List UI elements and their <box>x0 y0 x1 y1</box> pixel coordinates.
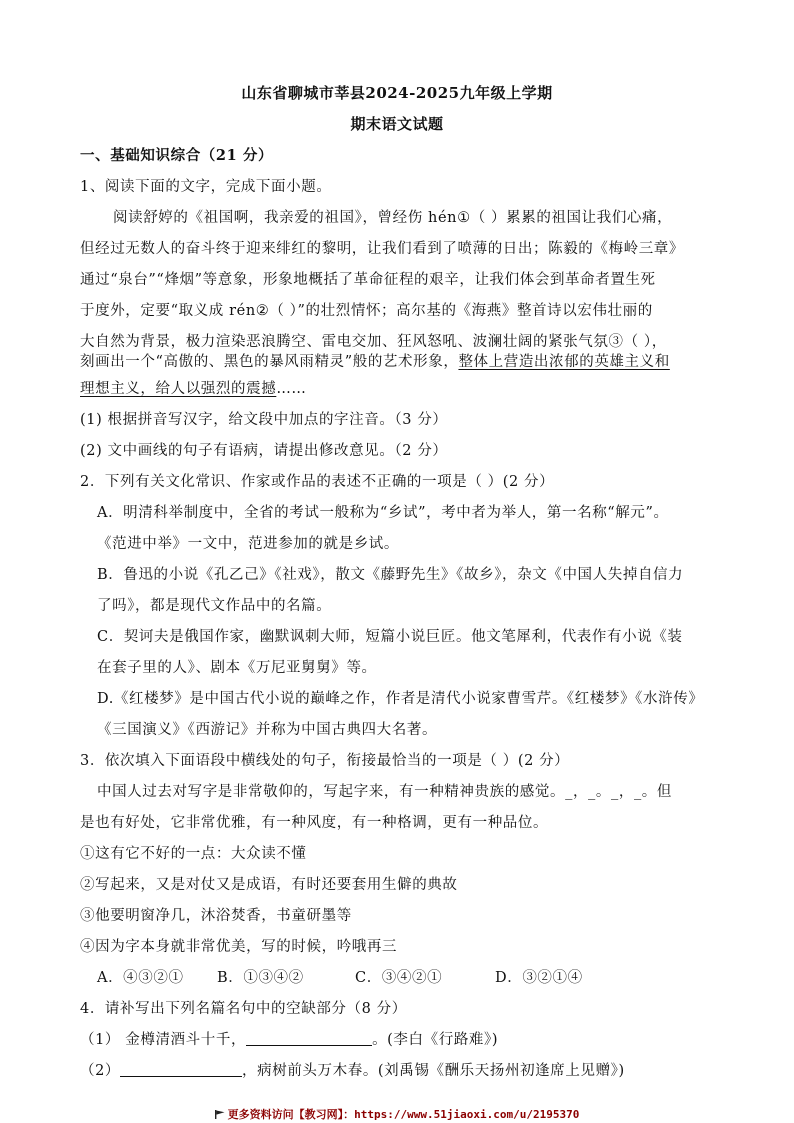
q3-choice-d: D．③②①④ <box>495 970 583 986</box>
q3-stem: 3．依次填入下面语段中横线处的句子，衔接最恰当的一项是（ ）(2 分） <box>80 753 570 769</box>
q3-choice-b: B．①③④② <box>217 970 304 986</box>
q4-item-1 <box>80 1028 498 1049</box>
poem-source: 。(李白《行路难》) <box>372 1032 499 1048</box>
q1-stem: 1、阅读下面的文字，完成下面小题。 <box>80 179 332 195</box>
q1-passage-line: 但经过无数人的奋斗终于迎来绯红的黎明，让我们看到了喷薄的日出；陈毅的《梅岭三章》 <box>80 241 684 257</box>
answer-blank <box>120 1062 242 1077</box>
q1-passage-line: 阅读舒婷的《祖国啊，我亲爱的祖国》，曾经伤 hén①（ ）累累的祖国让我们心痛， <box>113 210 673 226</box>
q1-passage-line <box>80 350 670 371</box>
q2-option-d-cont: 《三国演义》《西游记》并称为中国古典四大名著。 <box>97 722 438 738</box>
underlined-sentence: 理想主义，给人以强烈的震撼 <box>80 381 277 397</box>
poem-line: 金樽清酒斗十千， <box>125 1032 247 1048</box>
section-heading: 一、基础知识综合（21 分） <box>80 147 274 164</box>
passage-text: …… <box>276 381 307 397</box>
q2-option-a-cont: 《范进中举》一文中，范进参加的就是乡试。 <box>97 536 399 552</box>
q2-option-c: C．契诃夫是俄国作家，幽默讽刺大师，短篇小说巨匠。他文笔犀利，代表作有小说《装 <box>97 629 683 645</box>
q2-option-d: D.《红楼梦》是中国古代小说的巅峰之作，作者是清代小说家曹雪芹。《红楼梦》《水浒传》 <box>97 691 704 707</box>
q3-choice-c: C．③④②① <box>355 970 443 986</box>
exam-title: 山东省聊城市莘县2024-2025九年级上学期 <box>241 84 553 102</box>
flag-icon <box>215 1110 225 1119</box>
q1-passage-line: 于度外，定要“取义成 rén②（ ）”的壮烈情怀；高尔基的《海燕》整首诗以宏伟壮丽的 <box>80 303 653 319</box>
q3-sentence-3: ③他要明窗净几，沐浴焚香，书童研墨等 <box>80 908 352 924</box>
exam-subtitle: 期末语文试题 <box>350 115 444 133</box>
q2-option-b: B．鲁迅的小说《孔乙己》《社戏》，散文《藤野先生》《故乡》，杂文《中国人失掉自信力 <box>97 567 684 583</box>
footer-link[interactable]: 更多资料访问【教习网】：https://www.51jiaoxi.com/u/2195370 <box>227 1108 580 1121</box>
q4-item-2 <box>80 1059 625 1080</box>
q3-sentence-1: ①这有它不好的一点：大众读不懂 <box>80 846 307 862</box>
footer <box>0 1106 794 1122</box>
q1-subquestion: (1) 根据拼音写汉字，给文段中加点的字注音。（3 分） <box>80 412 448 428</box>
q4-stem: 4．请补写出下列名篇名句中的空缺部分（8 分） <box>80 1001 407 1017</box>
q1-passage-line: 通过“泉台”“烽烟”等意象，形象地概括了革命征程的艰辛，让我们体会到革命者置生死 <box>80 272 656 288</box>
q1-passage-line <box>80 377 307 398</box>
q3-sentence-4: ④因为字本身就非常优美，写的时候，吟哦再三 <box>80 939 398 955</box>
underlined-sentence: 整体上营造出浓郁的英雄主义和 <box>458 354 670 370</box>
q2-option-c-cont: 在套子里的人》、剧本《万尼亚舅舅》等。 <box>97 660 377 676</box>
q2-option-a: A．明清科举制度中，全省的考试一般称为“乡试”，考中者为举人，第一名称“解元”。 <box>97 505 669 521</box>
q1-subquestion: (2) 文中画线的句子有语病，请提出修改意见。（2 分） <box>80 443 448 459</box>
q1-passage-line: 大自然为背景，极力渲染恶浪腾空、雷电交加、狂风怒吼、波澜壮阔的紧张气氛③（ ）， <box>80 334 667 350</box>
q2-option-b-cont: 了吗》，都是现代文作品中的名篇。 <box>97 598 332 614</box>
q2-stem: 2．下列有关文化常识、作家或作品的表述不正确的一项是（ ）(2 分） <box>80 474 555 490</box>
q3-choice-a: A．④③②① <box>97 970 184 986</box>
q3-passage-line: 中国人过去对写字是非常敬仰的，写起字来，有一种精神贵族的感觉。_，_。_，_。但 <box>97 784 672 800</box>
poem-source: ，病树前头万木春。(刘禹锡《酬乐天扬州初逢席上见赠》) <box>242 1063 625 1079</box>
item-number: （2） <box>80 1063 121 1079</box>
item-number: （1） <box>80 1032 121 1048</box>
q3-passage-line: 是也有好处，它非常优雅，有一种风度，有一种格调，更有一种品位。 <box>80 815 549 831</box>
passage-text: 刻画出一个“高傲的、黑色的暴风雨精灵”般的艺术形象， <box>80 354 459 370</box>
answer-blank <box>246 1031 372 1046</box>
q3-sentence-2: ②写起来，又是对仗又是成语，有时还要套用生僻的典故 <box>80 877 458 893</box>
